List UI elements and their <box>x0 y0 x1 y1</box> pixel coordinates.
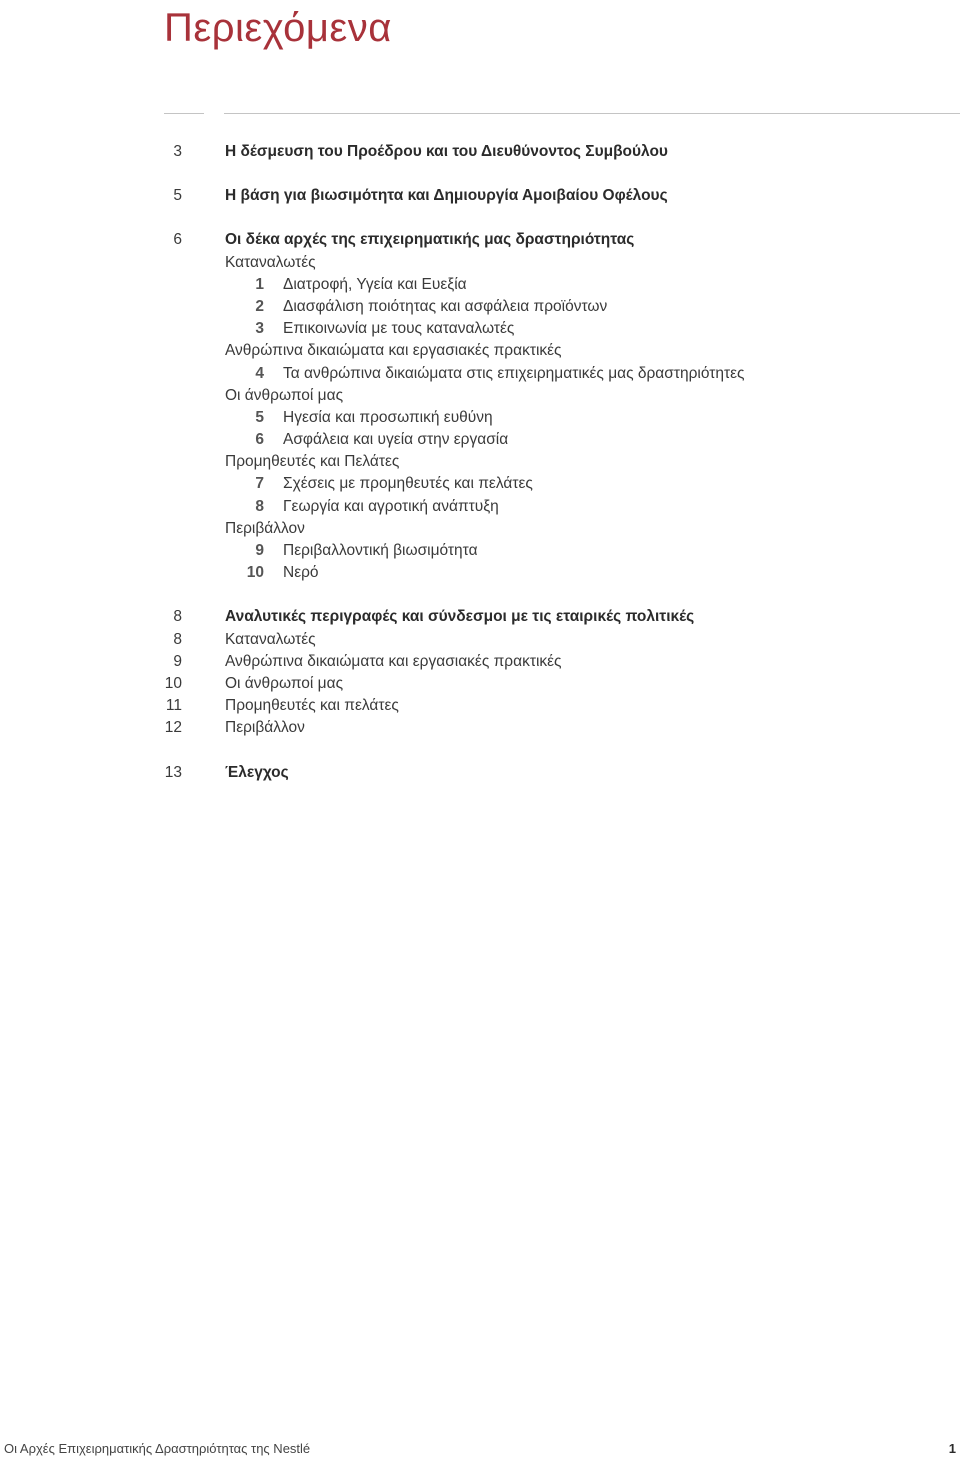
principle-number: 1 <box>255 275 264 293</box>
toc-page-number: 10 <box>164 674 182 692</box>
principle-number: 5 <box>255 408 264 426</box>
toc-entry-title: Οι άνθρωποί μας <box>225 674 344 692</box>
toc-entry-sustainability-basis[interactable] <box>0 185 960 207</box>
toc-page-number: 13 <box>164 763 182 781</box>
toc-entry-ten-principles[interactable] <box>0 229 960 251</box>
principle-number: 10 <box>246 564 264 582</box>
toc-entry-title: Οι δέκα αρχές της επιχειρηματικής μας δραστηριότητας <box>225 231 635 249</box>
footer-document-title: Οι Αρχές Επιχειρηματικής Δραστηριότητας της Nestlé <box>4 1441 311 1456</box>
toc-principle-item[interactable] <box>0 296 960 318</box>
toc-page-number: 6 <box>173 231 182 249</box>
toc-page-number: 5 <box>173 187 182 205</box>
principle-number: 7 <box>255 475 264 493</box>
principle-number: 3 <box>255 320 264 338</box>
toc-detail-entry[interactable] <box>0 673 960 695</box>
page-title: Περιεχόμενα <box>164 6 392 50</box>
title-divider-right <box>224 113 960 114</box>
principle-title: Σχέσεις με προμηθευτές και πελάτες <box>283 475 533 493</box>
toc-entry-title: Ανθρώπινα δικαιώματα και εργασιακές πρακτικές <box>225 652 562 670</box>
toc-entry-chairman-commitment[interactable] <box>0 141 960 163</box>
principle-number: 4 <box>255 364 264 382</box>
principle-title: Ασφάλεια και υγεία στην εργασία <box>283 431 509 449</box>
footer-page-number: 1 <box>948 1441 956 1456</box>
principle-title: Νερό <box>283 564 319 582</box>
principle-title: Περιβαλλοντική βιωσιμότητα <box>283 542 478 559</box>
toc-group-heading[interactable]: Προμηθευτές και Πελάτες <box>225 453 400 471</box>
principle-title: Γεωργία και αγροτική ανάπτυξη <box>283 497 499 515</box>
principle-title: Ηγεσία και προσωπική ευθύνη <box>283 408 493 426</box>
toc-detail-entry[interactable] <box>0 717 960 739</box>
principle-number: 8 <box>255 497 264 515</box>
toc-group-heading[interactable]: Καταναλωτές <box>225 253 316 271</box>
toc-detail-entry[interactable] <box>0 651 960 673</box>
toc-principle-item[interactable] <box>0 540 960 562</box>
toc-principle-item[interactable] <box>0 562 960 584</box>
toc-principle-item[interactable] <box>0 363 960 385</box>
principle-title: Διατροφή, Υγεία και Ευεξία <box>283 275 467 293</box>
toc-principle-item[interactable] <box>0 496 960 518</box>
toc-page-number: 11 <box>165 697 182 715</box>
toc-page-number: 9 <box>173 652 182 670</box>
toc-entry-title: Αναλυτικές περιγραφές και σύνδεσμοι με τις εταιρικές πολιτικές <box>225 608 695 626</box>
toc-entry-title: Προμηθευτές και πελάτες <box>225 697 399 715</box>
toc-group-heading[interactable]: Οι άνθρωποί μας <box>225 386 344 404</box>
principle-title: Επικοινωνία με τους καταναλωτές <box>283 320 515 338</box>
toc-principle-item[interactable] <box>0 274 960 296</box>
title-divider-left <box>164 113 204 114</box>
principle-title: Διασφάλιση ποιότητας και ασφάλεια προϊόντων <box>283 297 608 315</box>
toc-page-number: 8 <box>173 630 182 648</box>
toc-entry-title: Η δέσμευση του Προέδρου και του Διευθύνοντος Συμβούλου <box>225 143 668 160</box>
toc-entry-title: Η βάση για βιωσιμότητα και Δημιουργία Αμοιβαίου Οφέλους <box>225 187 668 205</box>
toc-principle-item[interactable] <box>0 407 960 429</box>
principle-number: 2 <box>255 297 264 315</box>
toc-detail-entry[interactable] <box>0 695 960 717</box>
toc-entry-audit[interactable] <box>0 762 960 784</box>
toc-principle-item[interactable] <box>0 473 960 495</box>
toc-detail-entry[interactable] <box>0 629 960 651</box>
toc-group-heading[interactable]: Ανθρώπινα δικαιώματα και εργασιακές πρακτικές <box>225 342 562 360</box>
principle-number: 6 <box>255 431 264 449</box>
principle-number: 9 <box>255 542 264 559</box>
toc-group-heading[interactable]: Περιβάλλον <box>225 519 305 537</box>
toc-entry-title: Καταναλωτές <box>225 630 316 648</box>
toc-principle-item[interactable] <box>0 318 960 340</box>
toc-entry-title: Έλεγχος <box>225 763 289 781</box>
table-of-contents <box>0 141 960 784</box>
toc-page-number: 12 <box>164 719 182 737</box>
toc-page-number: 8 <box>173 608 182 626</box>
toc-entry-title: Περιβάλλον <box>225 719 305 737</box>
principle-title: Τα ανθρώπινα δικαιώματα στις επιχειρηματικές μας δραστηριότητες <box>283 364 745 382</box>
toc-entry-detailed-descriptions[interactable] <box>0 606 960 628</box>
toc-principle-item[interactable] <box>0 429 960 451</box>
toc-page-number: 3 <box>173 143 182 160</box>
